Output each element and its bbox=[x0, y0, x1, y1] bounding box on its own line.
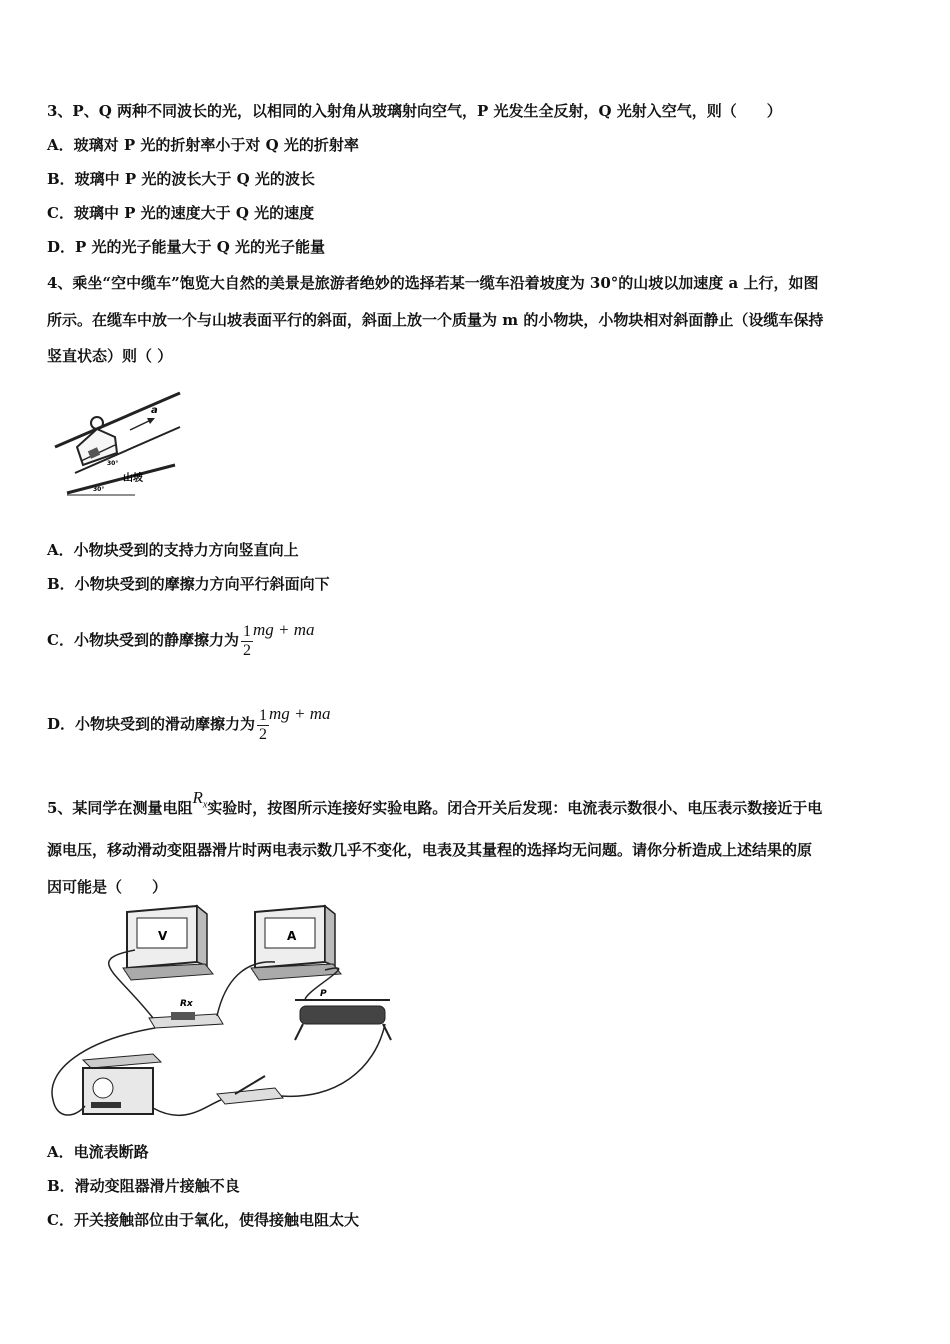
q5-stem-line-3: 因可能是（ ） bbox=[47, 878, 168, 896]
q4-stem-line-3: 竖直状态）则（ ） bbox=[47, 347, 173, 365]
slider-label: P bbox=[320, 989, 327, 999]
cable-car-figure bbox=[45, 385, 185, 505]
q4-option-d-expression: mg + ma bbox=[269, 704, 331, 723]
q5-stem-part-1: 5、某同学在测量电阻 bbox=[47, 799, 193, 817]
q5-stem-part-2: 实验时，按图所示连接好实验电路。闭合开关后发现：电流表示数很小、电压表示数接近于电 bbox=[207, 799, 823, 817]
accel-label: a bbox=[151, 405, 158, 416]
q4-option-c-expression: mg + ma bbox=[252, 620, 315, 639]
rx-sub: x bbox=[202, 799, 208, 811]
q3-option-b: B．玻璃中 P 光的波长大于 Q 光的波长 bbox=[47, 170, 315, 188]
q5-option-c: C．开关接触部位由于氧化，使得接触电阻太大 bbox=[47, 1211, 359, 1229]
switch bbox=[217, 1076, 283, 1104]
q3-stem: 3、P、Q 两种不同波长的光，以相同的入射角从玻璃射向空气，P 光发生全反射，Q 光射入空气，则（ ） bbox=[47, 102, 782, 120]
power-supply bbox=[83, 1054, 161, 1114]
q3-option-a: A．玻璃对 P 光的折射率小于对 Q 光的折射率 bbox=[47, 136, 359, 154]
slope-label: 山坡 bbox=[123, 473, 143, 484]
q4-option-c bbox=[47, 610, 314, 660]
fraction-numerator: 1 bbox=[242, 622, 251, 640]
resistor-rx bbox=[149, 999, 223, 1028]
q4-option-c-text: C．小物块受到的静摩擦力为 bbox=[47, 631, 239, 649]
rx-main: R bbox=[192, 788, 203, 807]
car-angle-label: 30° bbox=[107, 460, 119, 467]
slope-angle-label: 30° bbox=[93, 486, 105, 493]
q4-option-c-fraction bbox=[241, 623, 253, 660]
q4-option-d-fraction bbox=[257, 707, 269, 744]
q5-stem-line-1 bbox=[47, 778, 822, 828]
q4-stem-line-2: 所示。在缆车中放一个与山坡表面平行的斜面，斜面上放一个质量为 m 的小物块，小物块相对斜面静止（设缆车保持 bbox=[47, 311, 824, 329]
voltmeter-label: V bbox=[158, 929, 168, 943]
q5-option-a: A．电流表断路 bbox=[47, 1143, 149, 1161]
ammeter-label: A bbox=[287, 929, 297, 943]
q5-option-b: B．滑动变阻器滑片接触不良 bbox=[47, 1177, 240, 1195]
fraction-denominator: 2 bbox=[242, 641, 251, 659]
voltmeter bbox=[123, 906, 213, 980]
rx-symbol bbox=[192, 788, 208, 811]
q5-stem-line-2: 源电压，移动滑动变阻器滑片时两电表示数几乎不变化，电表及其量程的选择均无问题。请你分析造成上述结果的原 bbox=[47, 841, 813, 859]
q4-option-a: A．小物块受到的支持力方向竖直向上 bbox=[47, 541, 299, 559]
slide-rheostat bbox=[295, 989, 391, 1040]
q4-option-b: B．小物块受到的摩擦力方向平行斜面向下 bbox=[47, 575, 330, 593]
fraction-numerator: 1 bbox=[259, 706, 268, 724]
q4-option-d-text: D．小物块受到的滑动摩擦力为 bbox=[47, 715, 256, 733]
circuit-figure bbox=[45, 900, 400, 1135]
q3-option-c: C．玻璃中 P 光的速度大于 Q 光的速度 bbox=[47, 204, 315, 222]
fraction-denominator: 2 bbox=[259, 725, 268, 743]
resistor-label: Rx bbox=[180, 999, 193, 1009]
q4-option-d bbox=[47, 694, 331, 744]
q3-option-d: D．P 光的光子能量大于 Q 光的光子能量 bbox=[47, 238, 326, 256]
q4-stem-line-1: 4、乘坐“空中缆车”饱览大自然的美景是旅游者绝妙的选择若某一缆车沿着坡度为 30°的山坡以加速度 a 上行，如图 bbox=[47, 274, 819, 292]
